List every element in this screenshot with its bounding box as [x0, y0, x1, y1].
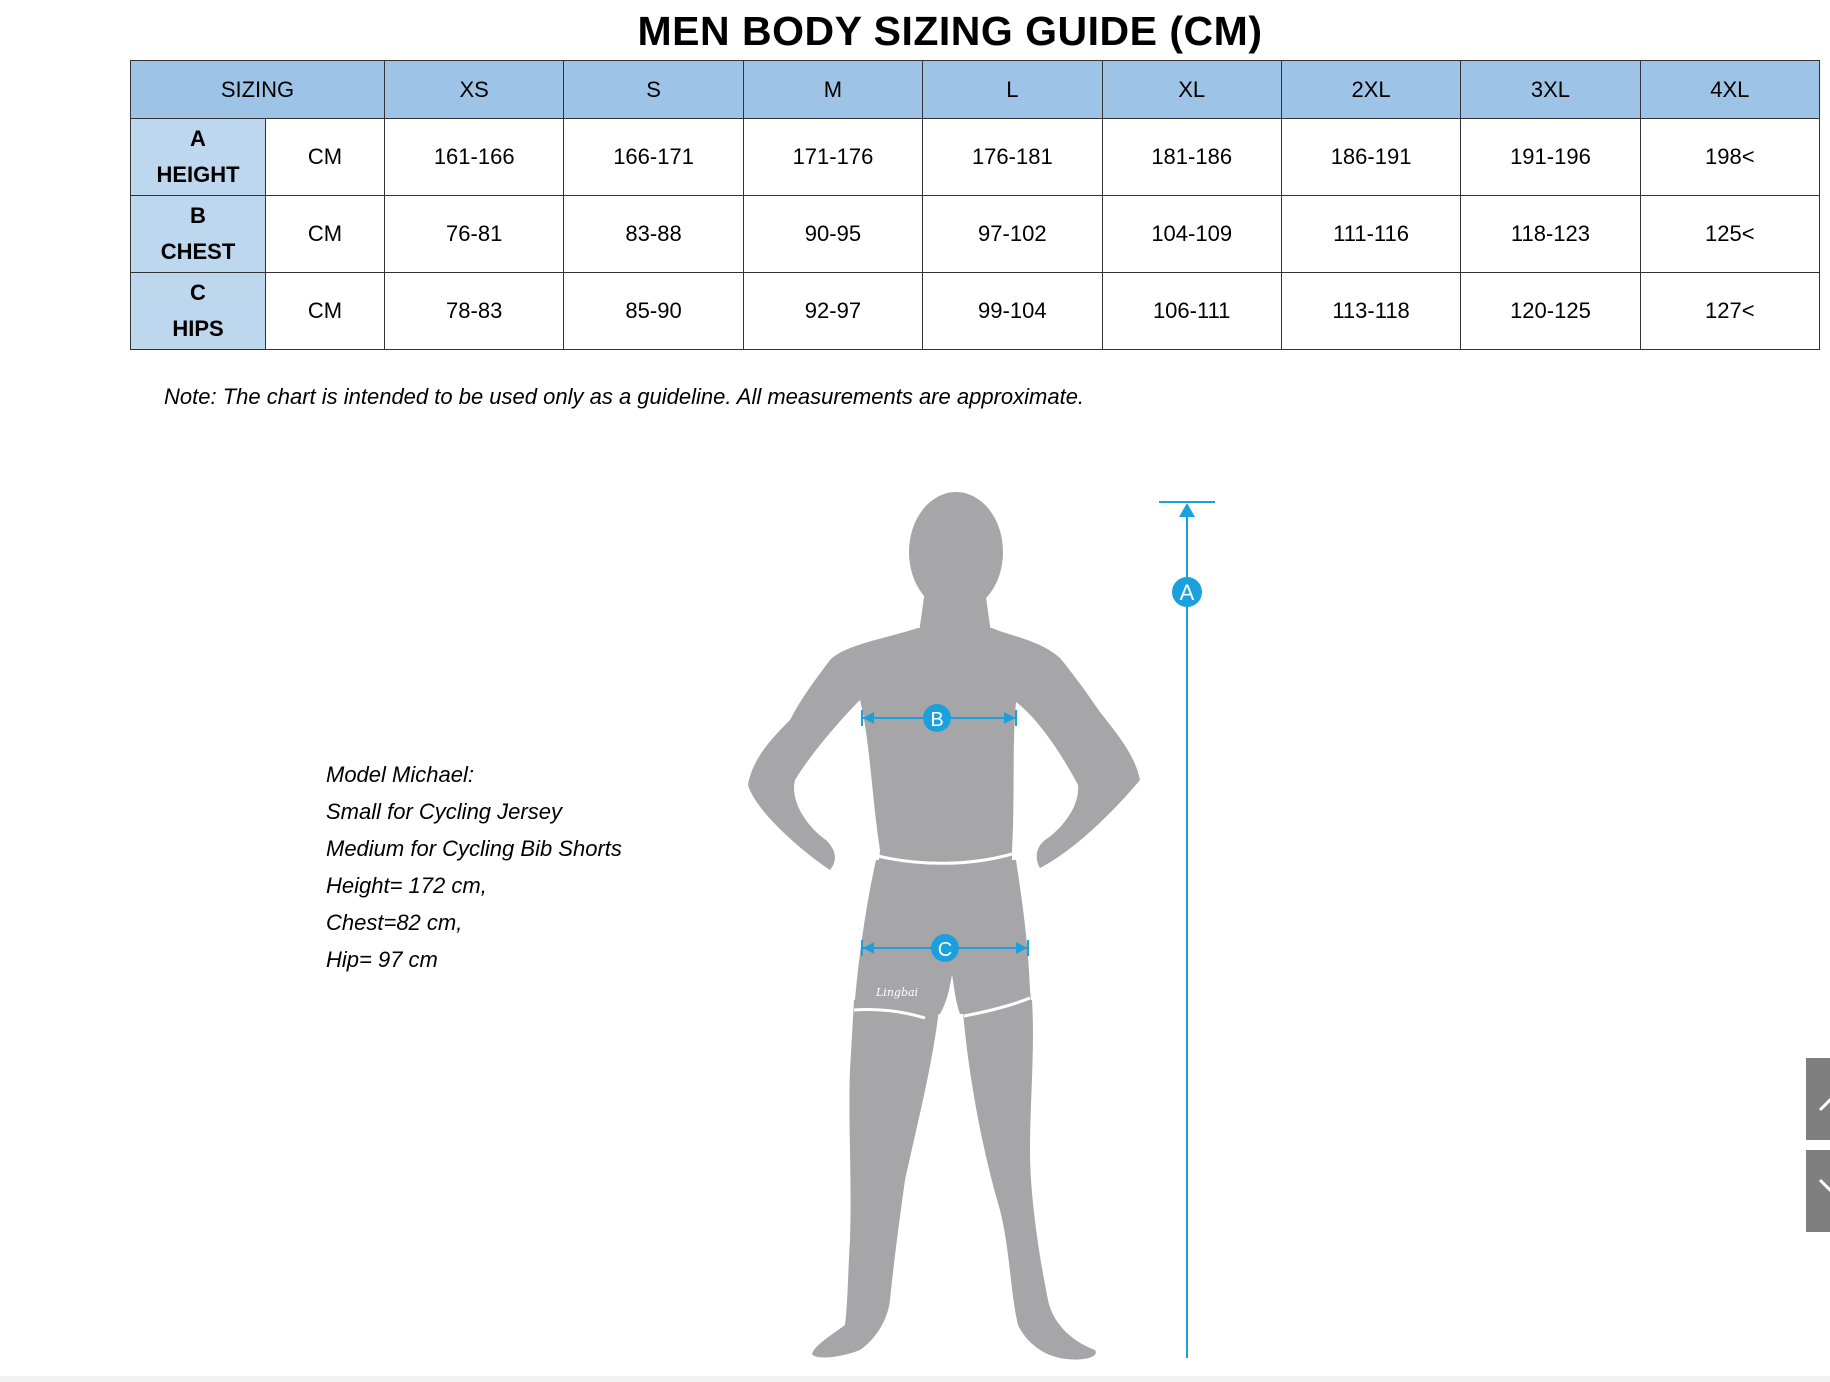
value-cell: 198<: [1640, 119, 1819, 196]
value-cell: 78-83: [385, 273, 564, 350]
value-cell: 104-109: [1102, 196, 1281, 273]
value-cell: 106-111: [1102, 273, 1281, 350]
model-info-line: Chest=82 cm,: [326, 910, 463, 935]
row-letter: A: [190, 126, 206, 151]
value-cell: 113-118: [1281, 273, 1460, 350]
value-cell: 166-171: [564, 119, 743, 196]
page-title: MEN BODY SIZING GUIDE (CM): [637, 8, 1263, 54]
chevron-down-icon: [1806, 1150, 1830, 1232]
value-cell: 85-90: [564, 273, 743, 350]
model-info-line: Hip= 97 cm: [326, 947, 438, 972]
model-info-line: Model Michael:: [326, 762, 474, 787]
bottom-scroll-edge: [0, 1376, 1830, 1382]
value-cell: 161-166: [385, 119, 564, 196]
value-cell: 97-102: [923, 196, 1102, 273]
unit-cell: CM: [266, 119, 385, 196]
size-header: 3XL: [1461, 61, 1640, 119]
model-info-line: Small for Cycling Jersey: [326, 799, 562, 824]
arrow-up-icon: [1179, 503, 1195, 517]
row-letter: B: [190, 203, 206, 228]
size-header: M: [743, 61, 922, 119]
value-cell: 118-123: [1461, 196, 1640, 273]
value-cell: 127<: [1640, 273, 1819, 350]
value-cell: 191-196: [1461, 119, 1640, 196]
size-header: XS: [385, 61, 564, 119]
value-cell: 181-186: [1102, 119, 1281, 196]
value-cell: 99-104: [923, 273, 1102, 350]
value-cell: 171-176: [743, 119, 922, 196]
body-silhouette: [748, 492, 1140, 1360]
unit-cell: CM: [266, 196, 385, 273]
value-cell: 76-81: [385, 196, 564, 273]
chevron-up-icon: [1806, 1058, 1830, 1140]
row-letter: C: [190, 280, 206, 305]
torso-shape: [748, 628, 1140, 870]
shorts-logo: Lingbai: [876, 986, 919, 999]
row-name: CHEST: [160, 239, 236, 264]
row-name: HEIGHT: [156, 162, 240, 187]
model-info-line: Medium for Cycling Bib Shorts: [326, 836, 622, 861]
scroll-up-button[interactable]: [1806, 1058, 1830, 1140]
size-header: L: [923, 61, 1102, 119]
right-leg-shape: [962, 1000, 1096, 1360]
value-cell: 111-116: [1281, 196, 1460, 273]
value-cell: 83-88: [564, 196, 743, 273]
unit-cell: CM: [266, 273, 385, 350]
marker-b-label: B: [930, 709, 944, 731]
left-leg-shape: [812, 1000, 940, 1357]
value-cell: 176-181: [923, 119, 1102, 196]
value-cell: 92-97: [743, 273, 922, 350]
sizing-header: SIZING: [131, 61, 385, 119]
size-header: 2XL: [1281, 61, 1460, 119]
value-cell: 186-191: [1281, 119, 1460, 196]
marker-c-label: C: [937, 939, 953, 961]
value-cell: 125<: [1640, 196, 1819, 273]
size-header: 4XL: [1640, 61, 1819, 119]
size-header: S: [564, 61, 743, 119]
size-header: XL: [1102, 61, 1281, 119]
height-measurement: [1159, 502, 1215, 1358]
scroll-down-button[interactable]: [1806, 1150, 1830, 1232]
value-cell: 90-95: [743, 196, 922, 273]
value-cell: 120-125: [1461, 273, 1640, 350]
row-name: HIPS: [172, 316, 224, 341]
model-info-line: Height= 172 cm,: [326, 873, 487, 898]
guideline-note: Note: The chart is intended to be used only as a guideline. All measurements are approximate.: [164, 384, 1085, 409]
marker-a-label: A: [1179, 580, 1195, 605]
